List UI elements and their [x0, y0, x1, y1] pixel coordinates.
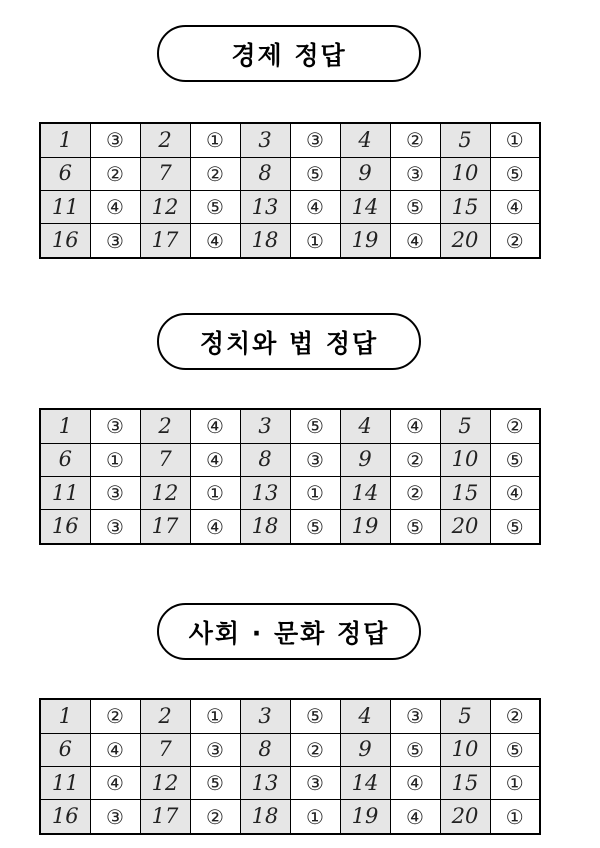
question-number: 1 — [40, 123, 90, 157]
answer-value: ③ — [90, 800, 140, 834]
answer-value: ④ — [90, 733, 140, 766]
question-number: 6 — [40, 733, 90, 766]
answer-value: ④ — [90, 190, 140, 223]
question-number: 5 — [440, 699, 490, 733]
answer-value: ② — [190, 800, 240, 834]
question-number: 16 — [40, 224, 90, 258]
answer-table-society-culture — [39, 698, 541, 835]
section-title-society-culture — [157, 603, 421, 660]
question-number: 20 — [440, 224, 490, 258]
question-number: 6 — [40, 157, 90, 190]
answer-value: ② — [390, 476, 440, 509]
table-row — [40, 157, 540, 190]
question-number: 18 — [240, 800, 290, 834]
question-number: 15 — [440, 190, 490, 223]
question-number: 20 — [440, 800, 490, 834]
answer-value: ⑤ — [390, 510, 440, 544]
answer-value: ② — [290, 733, 340, 766]
answer-value: ④ — [490, 476, 540, 509]
answer-value: ① — [190, 699, 240, 733]
answer-value: ④ — [190, 409, 240, 443]
answer-value: ② — [490, 699, 540, 733]
answer-value: ⑤ — [290, 409, 340, 443]
question-number: 2 — [140, 699, 190, 733]
question-number: 12 — [140, 766, 190, 799]
section-title-politics-law — [157, 313, 421, 370]
answer-value: ② — [90, 699, 140, 733]
answer-value: ④ — [390, 224, 440, 258]
question-number: 4 — [340, 409, 390, 443]
question-number: 10 — [440, 443, 490, 476]
question-number: 17 — [140, 800, 190, 834]
answer-table-politics-law — [39, 408, 541, 545]
question-number: 16 — [40, 510, 90, 544]
question-number: 19 — [340, 510, 390, 544]
table-row — [40, 733, 540, 766]
answer-value: ⑤ — [490, 733, 540, 766]
question-number: 8 — [240, 733, 290, 766]
question-number: 17 — [140, 224, 190, 258]
answer-value: ③ — [190, 733, 240, 766]
answer-value: ① — [490, 766, 540, 799]
answer-value: ② — [490, 409, 540, 443]
question-number: 14 — [340, 476, 390, 509]
table-row — [40, 510, 540, 544]
section-title-text: 경제 정답 — [231, 40, 347, 70]
question-number: 19 — [340, 800, 390, 834]
answer-value: ② — [190, 157, 240, 190]
question-number: 4 — [340, 123, 390, 157]
question-number: 10 — [440, 733, 490, 766]
question-number: 18 — [240, 510, 290, 544]
answer-value: ⑤ — [490, 157, 540, 190]
answer-value: ② — [390, 123, 440, 157]
table-row — [40, 224, 540, 258]
question-number: 14 — [340, 190, 390, 223]
table-row — [40, 476, 540, 509]
question-number: 20 — [440, 510, 490, 544]
question-number: 7 — [140, 443, 190, 476]
table-row — [40, 699, 540, 733]
question-number: 16 — [40, 800, 90, 834]
answer-value: ① — [490, 123, 540, 157]
question-number: 11 — [40, 190, 90, 223]
answer-value: ⑤ — [190, 766, 240, 799]
answer-value: ⑤ — [490, 443, 540, 476]
answer-value: ① — [490, 800, 540, 834]
table-row — [40, 766, 540, 799]
question-number: 9 — [340, 733, 390, 766]
question-number: 6 — [40, 443, 90, 476]
answer-value: ④ — [190, 443, 240, 476]
answer-value: ③ — [90, 224, 140, 258]
question-number: 8 — [240, 443, 290, 476]
answer-value: ② — [490, 224, 540, 258]
question-number: 4 — [340, 699, 390, 733]
answer-value: ① — [190, 123, 240, 157]
answer-value: ④ — [390, 800, 440, 834]
question-number: 15 — [440, 766, 490, 799]
question-number: 17 — [140, 510, 190, 544]
question-number: 2 — [140, 123, 190, 157]
answer-value: ② — [390, 443, 440, 476]
answer-value: ③ — [290, 443, 340, 476]
answer-value: ① — [290, 476, 340, 509]
answer-value: ① — [190, 476, 240, 509]
answer-value: ④ — [390, 409, 440, 443]
question-number: 7 — [140, 733, 190, 766]
answer-value: ④ — [190, 224, 240, 258]
question-number: 1 — [40, 699, 90, 733]
question-number: 14 — [340, 766, 390, 799]
question-number: 2 — [140, 409, 190, 443]
section-title-economics — [157, 25, 421, 82]
question-number: 9 — [340, 443, 390, 476]
question-number: 5 — [440, 409, 490, 443]
question-number: 10 — [440, 157, 490, 190]
answer-value: ② — [90, 157, 140, 190]
question-number: 13 — [240, 476, 290, 509]
answer-value: ④ — [290, 190, 340, 223]
table-row — [40, 800, 540, 834]
table-row — [40, 123, 540, 157]
answer-value: ④ — [490, 190, 540, 223]
question-number: 12 — [140, 476, 190, 509]
answer-table-economics — [39, 122, 541, 259]
answer-value: ③ — [390, 699, 440, 733]
answer-value: ⑤ — [390, 733, 440, 766]
answer-value: ⑤ — [290, 699, 340, 733]
section-title-text: 정치와 법 정답 — [199, 328, 379, 358]
answer-value: ③ — [290, 766, 340, 799]
answer-value: ⑤ — [390, 190, 440, 223]
answer-value: ① — [290, 800, 340, 834]
question-number: 15 — [440, 476, 490, 509]
question-number: 5 — [440, 123, 490, 157]
answer-value: ⑤ — [190, 190, 240, 223]
question-number: 3 — [240, 123, 290, 157]
answer-value: ③ — [90, 123, 140, 157]
answer-value: ④ — [90, 766, 140, 799]
answer-value: ③ — [90, 510, 140, 544]
question-number: 1 — [40, 409, 90, 443]
question-number: 19 — [340, 224, 390, 258]
question-number: 13 — [240, 766, 290, 799]
answer-value: ⑤ — [290, 157, 340, 190]
question-number: 9 — [340, 157, 390, 190]
answer-value: ③ — [390, 157, 440, 190]
question-number: 12 — [140, 190, 190, 223]
question-number: 3 — [240, 699, 290, 733]
section-title-text: 사회 · 문화 정답 — [188, 618, 390, 648]
question-number: 3 — [240, 409, 290, 443]
answer-value: ③ — [90, 409, 140, 443]
table-row — [40, 443, 540, 476]
answer-value: ⑤ — [490, 510, 540, 544]
question-number: 13 — [240, 190, 290, 223]
question-number: 11 — [40, 476, 90, 509]
answer-value: ④ — [190, 510, 240, 544]
answer-value: ④ — [390, 766, 440, 799]
table-row — [40, 409, 540, 443]
answer-value: ③ — [90, 476, 140, 509]
question-number: 11 — [40, 766, 90, 799]
answer-value: ⑤ — [290, 510, 340, 544]
answer-value: ① — [290, 224, 340, 258]
question-number: 7 — [140, 157, 190, 190]
question-number: 18 — [240, 224, 290, 258]
answer-value: ③ — [290, 123, 340, 157]
table-row — [40, 190, 540, 223]
question-number: 8 — [240, 157, 290, 190]
answer-value: ① — [90, 443, 140, 476]
